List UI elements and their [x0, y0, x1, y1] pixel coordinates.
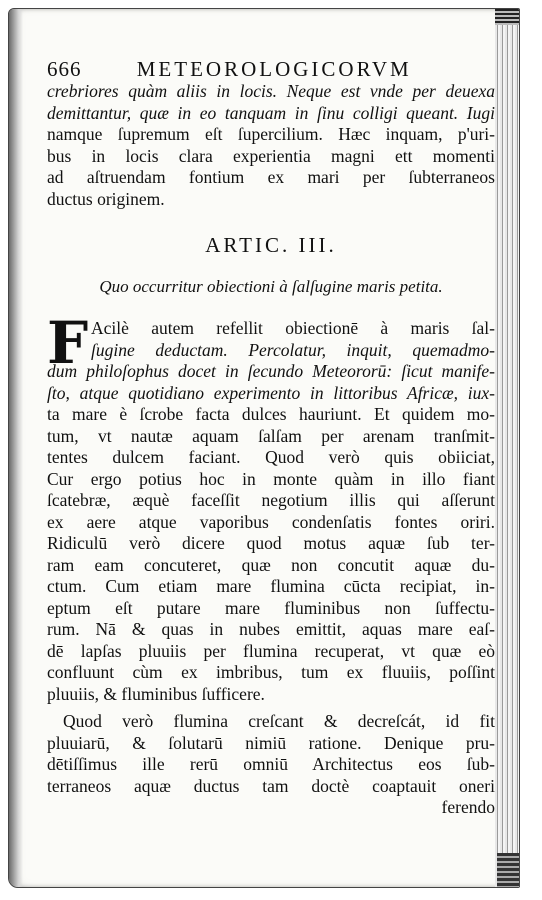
article-subtitle: Quo occurritur obiectioni à ſalſugine maris petita.: [99, 277, 443, 296]
page-clip-bottom: [497, 853, 519, 887]
article-heading: ARTIC. III.: [205, 233, 337, 257]
text-line: eptum eſt putare mare fluminibus non ſuffectu-: [47, 597, 495, 618]
text-line: dē lapſas pluuiis per flumina recuperat, vt quæ eò: [47, 640, 495, 661]
text-line: crebriores quàm aliis in locis. Neque est vnde per deuexa: [47, 81, 495, 101]
paragraph-2: [47, 309, 495, 705]
text-line: pluuiarū, & ſolutarū nimiū ratione. Denique pru-: [47, 732, 495, 753]
text-line: ta mare è ſcrobe facta dulces hauriunt. Et quidem mo-: [47, 404, 495, 424]
text-line: Ridiculū verò dicere quod motus aquæ ſub ter-: [47, 533, 495, 553]
page-clip-top: [495, 9, 519, 25]
text-line: bus in locis clara experientia magni ett momenti: [47, 145, 495, 166]
text-line: ram eam concuteret, quæ non concutit aquæ du-: [47, 554, 495, 575]
running-title: METEOROLOGICORVM: [136, 57, 412, 81]
text-line: ſto, atque quotidiano experimento in littoribus Africæ, iux-: [47, 382, 495, 403]
text-line: pluuiis, & fluminibus ſufficere.: [47, 683, 265, 704]
text-line: confluunt cùm ex imbribus, tum ex fluuiis, poſſint: [47, 662, 495, 682]
text-line: Quod verò flumina creſcant & decreſcát, id fit: [63, 711, 495, 731]
drop-cap: F: [47, 309, 89, 377]
page-edges: [495, 9, 519, 887]
page-content: [47, 57, 495, 819]
text-line: dum philoſophus docet in ſecundo Meteororū: ſicut manife-: [47, 361, 495, 381]
text-line: ctum. Cum etiam mare flumina cūcta recipiat, in-: [47, 576, 495, 596]
paragraph-1: [47, 81, 495, 210]
text-line: tum, vt nautæ aquam ſalſam per arenam tranſmit-: [47, 425, 495, 446]
text-line: dētiſſimus ille rerū omniū Architectus eos ſub-: [47, 754, 495, 774]
text-line: ſcatebræ, æquè faceſſit negotium illis qui aſſerunt: [47, 490, 495, 510]
text-line: Cur ergo potius hoc in monte quàm in illo fiant: [47, 468, 495, 489]
page-number: 666: [47, 57, 82, 81]
text-line: terraneos aquæ ductus tam doctè coaptauit oneri: [47, 775, 495, 796]
book-spine-shadow: [9, 9, 23, 887]
text-line: tentes dulcem faciant. Quod verò quis obiiciat,: [47, 447, 495, 467]
text-line: rum. Nā & quas in nubes emittit, aquas mare eaſ-: [47, 619, 495, 639]
running-header: [47, 57, 495, 81]
paragraph-3: [47, 711, 495, 819]
text-line: Acilè autem refellit obiectionē à maris ſal-: [91, 318, 495, 338]
text-line: ex aere atque vaporibus condenſatis fontes oriri.: [47, 511, 495, 532]
text-line: namque ſupremum eſt ſupercilium. Hæc inquam, p'uri-: [47, 124, 495, 144]
text-line: ad aſtruendam fontium ex mari per ſubterraneos: [47, 167, 495, 187]
catchword: ferendo: [441, 797, 495, 817]
text-line: demittantur, quæ in eo tanquam in ſinu colligi queant. Iugi: [47, 102, 495, 123]
text-line: ductus originem.: [47, 188, 165, 209]
text-line: ſugine deductam. Percolatur, inquit, quemadmo-: [91, 339, 495, 360]
book-page: [8, 8, 520, 888]
